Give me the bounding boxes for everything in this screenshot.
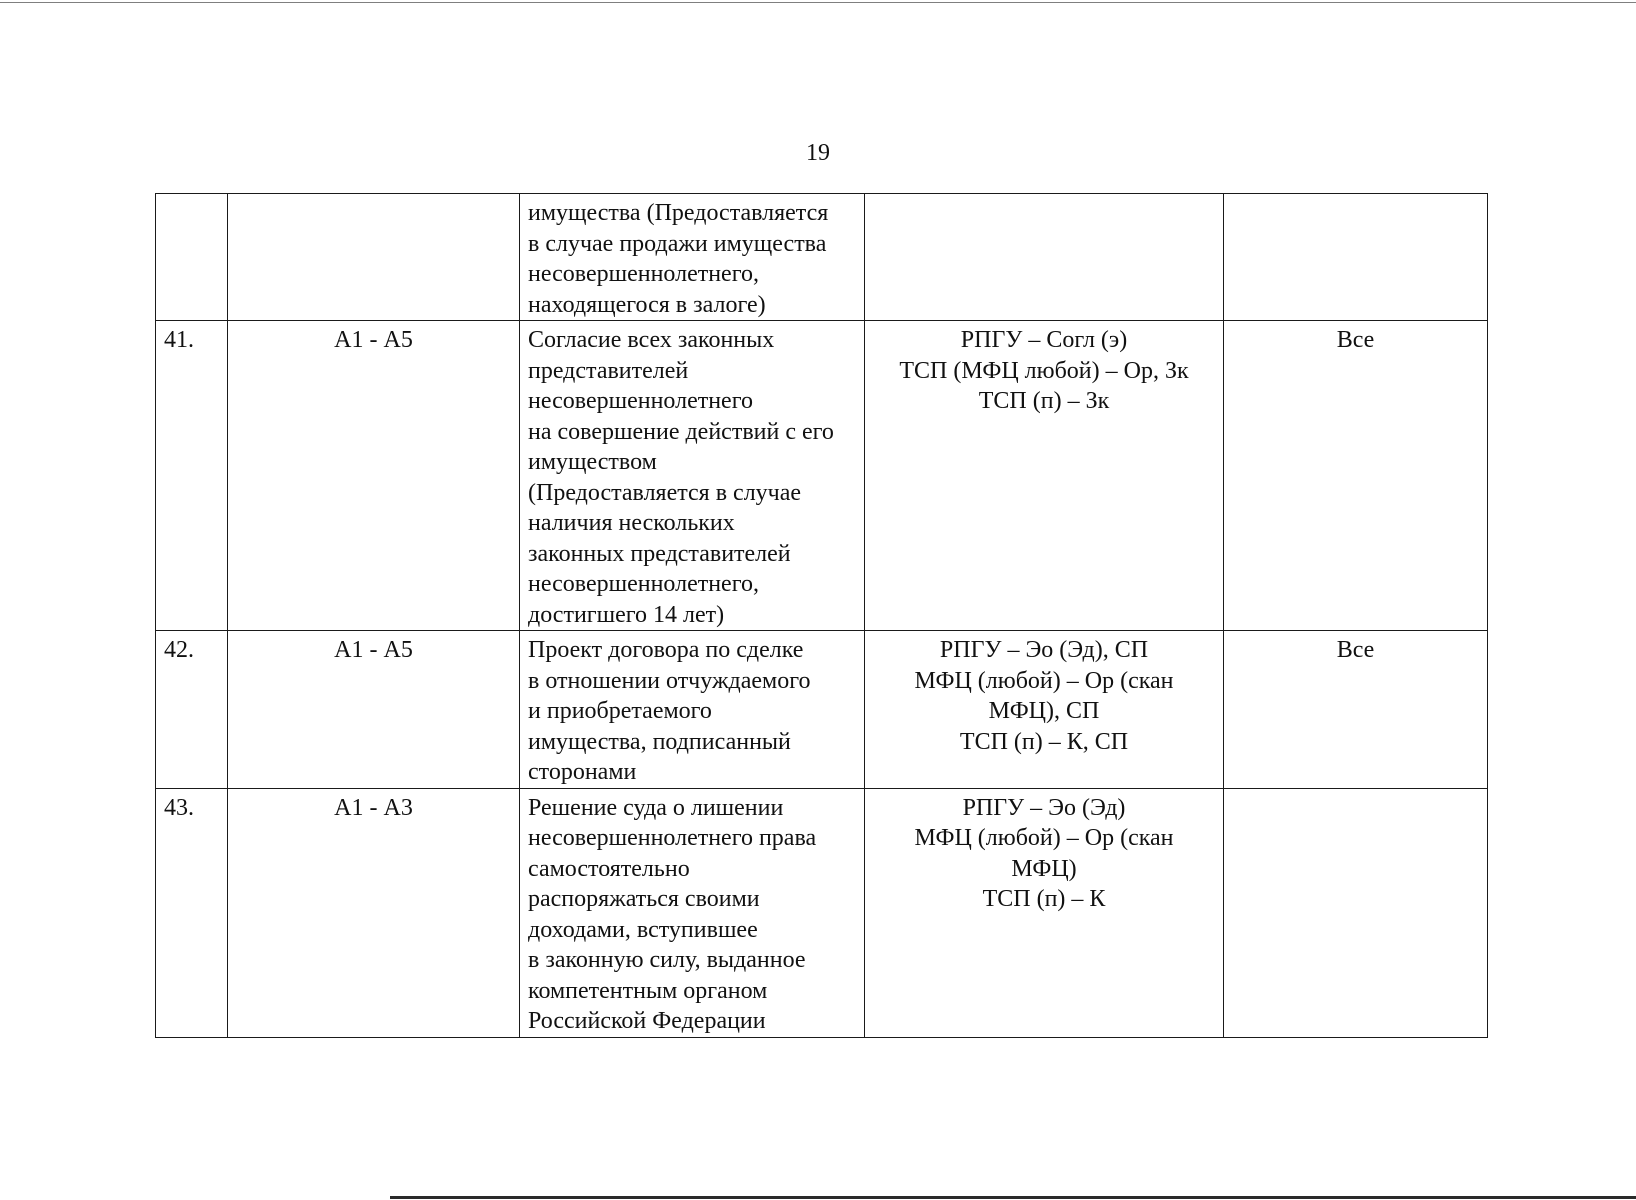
submission-form-line: МФЦ (любой) – Ор (скан <box>914 667 1174 694</box>
table-row <box>156 194 1488 321</box>
document-name-cell <box>520 194 865 321</box>
document-name-line: имуществом <box>528 449 657 475</box>
document-name-line: в отношении отчуждаемого <box>528 667 811 694</box>
table-row <box>156 321 1488 631</box>
category-cell: Все <box>1224 631 1488 789</box>
document-name-cell <box>520 631 865 789</box>
document-name-line: на совершение действий с его <box>528 418 834 445</box>
document-name-line: в случае продажи имущества <box>528 230 827 257</box>
document-name-line: имущества, подписанный <box>528 728 791 755</box>
submission-form-line: РПГУ – Эо (Эд), СП <box>939 637 1149 663</box>
category-cell: Все <box>1224 321 1488 631</box>
submission-form-line: ТСП (п) – К <box>982 886 1106 912</box>
submission-form-cell <box>865 194 1224 321</box>
document-name-line: Согласие всех законных <box>528 327 775 353</box>
submission-form-line: МФЦ), СП <box>988 698 1100 724</box>
submission-form-cell <box>865 321 1224 631</box>
document-name-line: компетентным органом <box>528 977 768 1004</box>
page-number: 19 <box>806 140 830 166</box>
document-name-line: достигшего 14 лет) <box>528 601 725 628</box>
document-name-line: несовершеннолетнего <box>528 388 753 414</box>
scan-edge-bottom <box>390 1196 1636 1199</box>
documents-table <box>155 193 1488 1038</box>
submission-form-line: МФЦ) <box>1011 855 1077 882</box>
submission-form-line: ТСП (МФЦ любой) – Ор, Зк <box>899 357 1189 384</box>
document-name-line: в законную силу, выданное <box>528 947 806 973</box>
table-row <box>156 631 1488 789</box>
document-name-line: сторонами <box>528 759 637 785</box>
submission-form-line: РПГУ – Эо (Эд) <box>962 794 1126 821</box>
submission-form-cell <box>865 788 1224 1037</box>
submission-form-line: МФЦ (любой) – Ор (скан <box>914 825 1174 851</box>
document-name-line: имущества (Предоставляется <box>528 200 829 226</box>
document-name-line: доходами, вступившее <box>528 916 758 943</box>
row-number-cell: 41. <box>156 321 228 631</box>
submission-form-line: ТСП (п) – К, СП <box>959 728 1129 755</box>
document-name-line: законных представителей <box>528 540 791 567</box>
submission-form-line: ТСП (п) – Зк <box>978 388 1110 414</box>
document-name-line: самостоятельно <box>528 855 690 882</box>
document-name-line: Российской Федерации <box>528 1008 766 1034</box>
document-name-line: наличия нескольких <box>528 510 735 536</box>
document-name-line: Решение суда о лишении <box>528 794 784 821</box>
document-name-line: несовершеннолетнего, <box>528 261 759 287</box>
document-name-line: представителей <box>528 357 689 384</box>
document-name-line: распоряжаться своими <box>528 886 760 912</box>
applicant-code-cell <box>228 194 520 321</box>
applicant-code-cell: А1 - А5 <box>228 321 520 631</box>
row-number-cell: 42. <box>156 631 228 789</box>
category-cell <box>1224 194 1488 321</box>
document-name-line: Проект договора по сделке <box>528 637 804 663</box>
applicant-code-cell: А1 - А3 <box>228 788 520 1037</box>
document-name-line: и приобретаемого <box>528 698 712 724</box>
document-name-line: находящегося в залоге) <box>528 291 766 318</box>
applicant-code-cell: А1 - А5 <box>228 631 520 789</box>
document-name-line: несовершеннолетнего права <box>528 825 817 851</box>
row-number-cell <box>156 194 228 321</box>
scan-edge-top <box>0 2 1636 3</box>
table-row <box>156 788 1488 1037</box>
submission-form-cell <box>865 631 1224 789</box>
document-name-line: (Предоставляется в случае <box>528 479 802 506</box>
submission-form-line: РПГУ – Согл (э) <box>960 327 1128 353</box>
document-name-cell <box>520 321 865 631</box>
document-name-cell <box>520 788 865 1037</box>
document-name-line: несовершеннолетнего, <box>528 571 759 597</box>
category-cell <box>1224 788 1488 1037</box>
row-number-cell: 43. <box>156 788 228 1037</box>
